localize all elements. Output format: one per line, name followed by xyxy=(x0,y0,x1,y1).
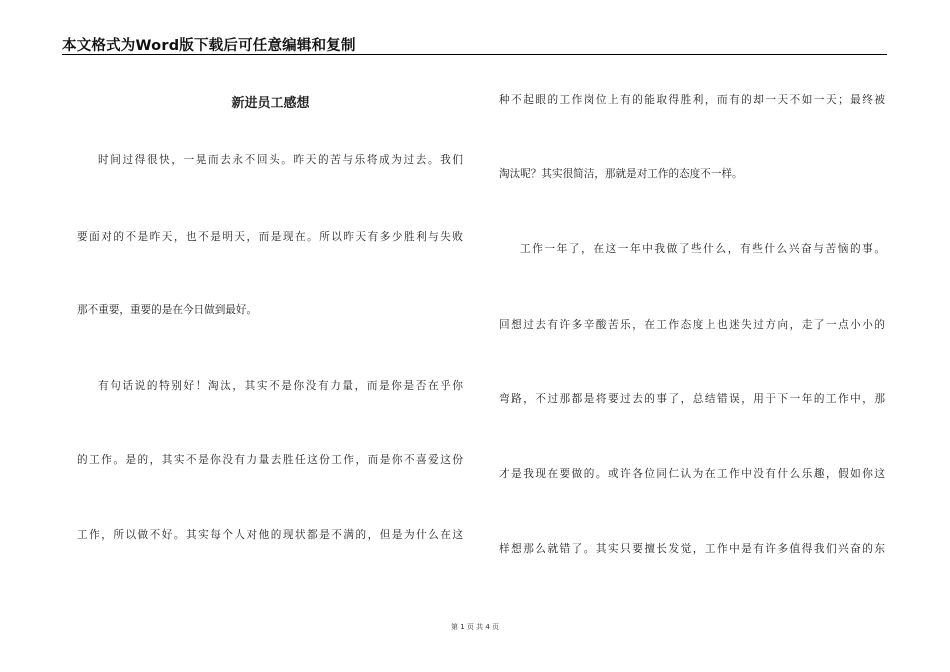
paragraph-line: 要面对的不是昨天，也不是明天，而是现在。所以昨天有多少胜利与失败 xyxy=(77,231,463,243)
paragraph-line: 工作一年了，在这一年中我做了些什么，有些什么兴奋与苦恼的事。 xyxy=(520,243,885,255)
paragraph-line: 工作，所以做不好。其实每个人对他的现状都是不满的，但是为什么在这 xyxy=(77,529,463,541)
paragraph-line: 样想那么就错了。其实只要擅长发觉，工作中是有许多值得我们兴奋的东 xyxy=(499,543,885,555)
paragraph-line: 才是我现在要做的。或许各位同仁认为在工作中没有什么乐趣，假如你这 xyxy=(499,468,885,480)
page-number: 第 1 页 共 4 页 xyxy=(450,623,500,631)
header-rule xyxy=(62,54,887,55)
paragraph-line: 回想过去有许多辛酸苦乐，在工作态度上也迷失过方向，走了一点小小的 xyxy=(499,319,885,331)
paragraph-line: 时间过得很快，一晃而去永不回头。昨天的苦与乐将成为过去。我们 xyxy=(98,154,463,166)
paragraph-line: 那不重要，重要的是在今日做到最好。 xyxy=(77,304,258,316)
page-title: 新进员工感想 xyxy=(231,96,310,111)
paragraph-line: 淘汰呢？其实很简洁，那就是对工作的态度不一样。 xyxy=(499,168,743,180)
paragraph-line: 弯路，不过那都是将要过去的事了，总结错误，用于下一年的工作中，那 xyxy=(499,393,885,405)
paragraph-line: 的工作。是的，其实不是你没有力量去胜任这份工作，而是你不喜爱这份 xyxy=(77,454,463,466)
paragraph-line: 种不起眼的工作岗位上有的能取得胜利，而有的却一天不如一天；最终被 xyxy=(499,94,885,106)
header-banner: 本文格式为Word版下载后可任意编辑和复制 xyxy=(62,38,356,54)
paragraph-line: 有句话说的特别好！淘汰，其实不是你没有力量，而是你是否在乎你 xyxy=(98,380,463,392)
